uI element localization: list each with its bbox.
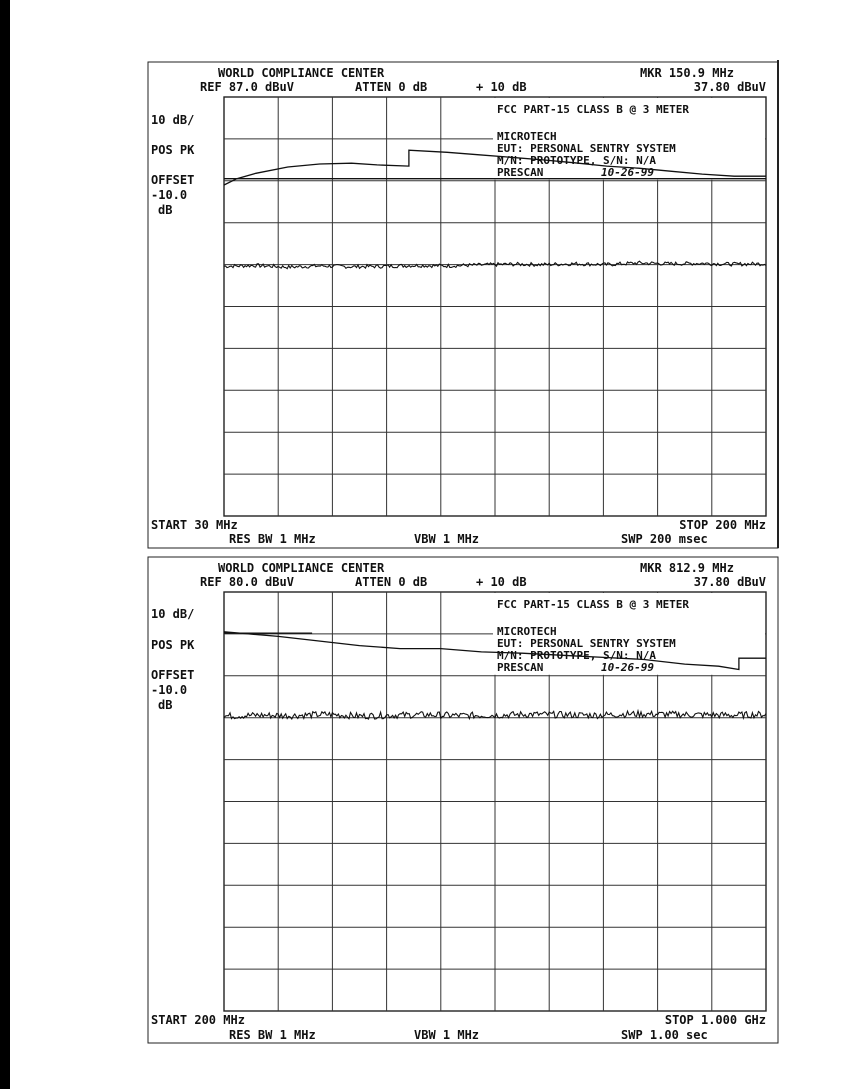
handwritten-date: 10-26-99	[601, 166, 654, 179]
offset-note: + 10 dB	[476, 575, 527, 589]
sweep-time: SWP 200 msec	[621, 532, 708, 546]
annotation-line-5: PRESCAN	[497, 661, 544, 674]
offset-unit: dB	[158, 203, 173, 217]
sweep-time: SWP 1.00 sec	[621, 1028, 708, 1042]
attenuation: ATTEN 0 dB	[355, 575, 428, 589]
offset-unit: dB	[158, 698, 173, 712]
annotation-line-4: M/N: PROTOTYPE, S/N: N/A	[497, 649, 656, 662]
offset-label: OFFSET	[151, 173, 195, 187]
annotation-line-2: MICROTECH	[497, 130, 557, 143]
header-title: WORLD COMPLIANCE CENTER	[218, 66, 385, 80]
start-frequency: START 200 MHz	[151, 1013, 245, 1027]
spectrum-plot-2	[148, 557, 778, 1043]
header-title: WORLD COMPLIANCE CENTER	[218, 561, 385, 575]
detector-label: POS PK	[151, 638, 195, 652]
stop-frequency: STOP 200 MHz	[679, 518, 766, 532]
marker-level: 37.80 dBuV	[693, 80, 766, 94]
reference-level: REF 80.0 dBuV	[200, 575, 294, 589]
spectrum-plot-1	[148, 62, 778, 548]
annotation-line-5: PRESCAN	[497, 166, 544, 179]
annotation-line-1: FCC PART-15 CLASS B @ 3 METER	[497, 103, 690, 116]
attenuation: ATTEN 0 dB	[355, 80, 428, 94]
marker-level: 37.80 dBuV	[693, 575, 766, 589]
annotation-line-2: MICROTECH	[497, 625, 557, 638]
resolution-bandwidth: RES BW 1 MHz	[229, 1028, 316, 1042]
video-bandwidth: VBW 1 MHz	[414, 532, 480, 546]
annotation-line-1: FCC PART-15 CLASS B @ 3 METER	[497, 598, 690, 611]
scale-label: 10 dB/	[151, 607, 195, 621]
annotation-line-4: M/N: PROTOTYPE, S/N: N/A	[497, 154, 656, 167]
resolution-bandwidth: RES BW 1 MHz	[229, 532, 316, 546]
offset-note: + 10 dB	[476, 80, 527, 94]
marker-frequency: MKR 150.9 MHz	[640, 66, 734, 80]
reference-level: REF 87.0 dBuV	[200, 80, 294, 94]
stop-frequency: STOP 1.000 GHz	[664, 1013, 766, 1027]
start-frequency: START 30 MHz	[151, 518, 238, 532]
handwritten-date: 10-26-99	[601, 661, 654, 674]
detector-label: POS PK	[151, 143, 195, 157]
offset-value: -10.0	[151, 683, 188, 697]
marker-frequency: MKR 812.9 MHz	[640, 561, 734, 575]
annotation-line-3: EUT: PERSONAL SENTRY SYSTEM	[497, 142, 676, 155]
offset-label: OFFSET	[151, 668, 195, 682]
scale-label: 10 dB/	[151, 113, 195, 127]
video-bandwidth: VBW 1 MHz	[414, 1028, 480, 1042]
annotation-line-3: EUT: PERSONAL SENTRY SYSTEM	[497, 637, 676, 650]
offset-value: -10.0	[151, 188, 188, 202]
